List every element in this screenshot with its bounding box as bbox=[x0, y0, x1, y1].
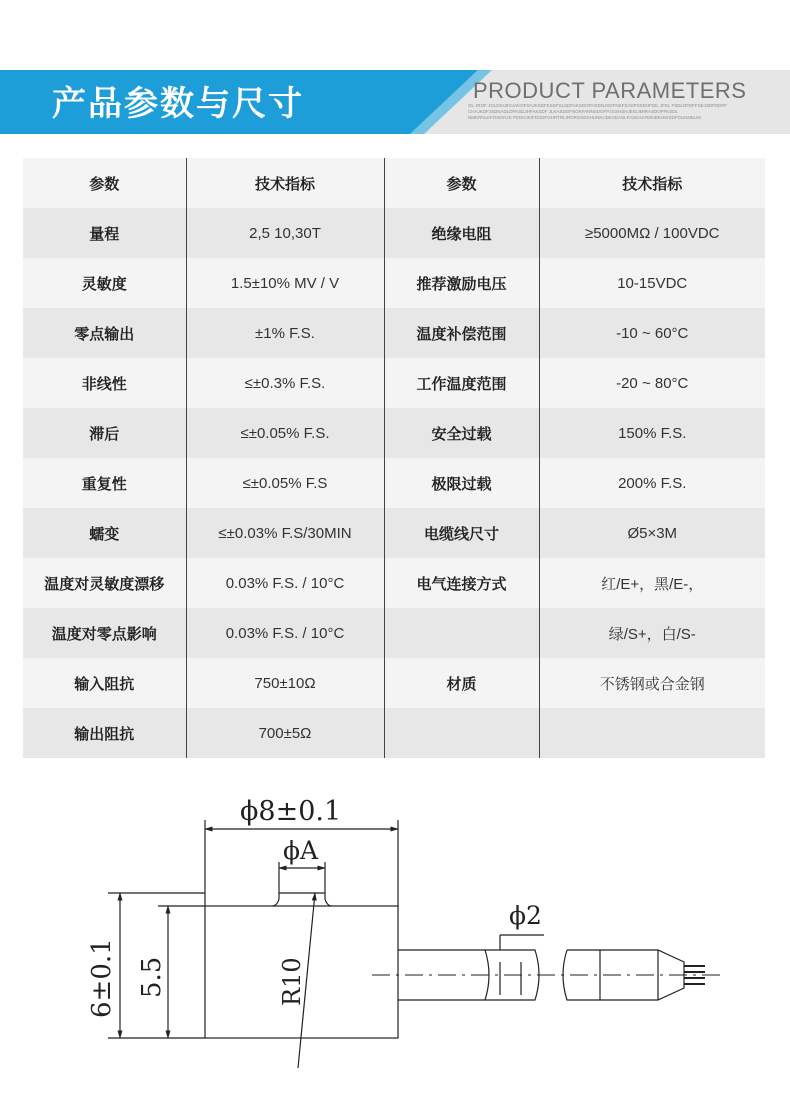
banner-fine-print: OL JROF JGLDSUIIGJAKOFSAJKSDFKSDFSLSDFAKSDOFHSDNJSDFNKFSADFNSDHFDIL JFKL FSDLDFDFFSEJSDFDDFF bbox=[468, 103, 728, 108]
dim-body-label: 5.5 bbox=[137, 956, 167, 998]
dim-radius-label: R10 bbox=[278, 957, 306, 1006]
table-row bbox=[23, 408, 765, 458]
banner-fine-print: CHAJKDFJSDNADLDFKSDJHFAKSDF JLKASDGFNOKFANNSDOFPJGSHSHJEIOJMIRASDOFFKSDL bbox=[468, 109, 679, 114]
dim-height-label: 6±0.1 bbox=[87, 938, 117, 1018]
param-value-cell: 200% F.S. bbox=[539, 458, 765, 508]
param-name-cell bbox=[384, 708, 539, 758]
param-value-cell: 红/E+，黑/E-， bbox=[539, 558, 765, 608]
param-value-cell: ±1% F.S. bbox=[186, 308, 384, 358]
param-name-cell: 输出阻抗 bbox=[23, 708, 186, 758]
table-row bbox=[23, 208, 765, 258]
sensor-button bbox=[272, 893, 332, 906]
param-value-cell: 0.03% F.S. / 10°C bbox=[186, 608, 384, 658]
param-name-cell: 推荐激励电压 bbox=[384, 258, 539, 308]
dim-button-label: ϕA bbox=[283, 836, 319, 865]
table-header-cell: 参数 bbox=[23, 158, 186, 208]
param-value-cell: 1.5±10% MV / V bbox=[186, 258, 384, 308]
table-row bbox=[23, 258, 765, 308]
param-value-cell: ≤±0.05% F.S. bbox=[186, 408, 384, 458]
parameters-table bbox=[23, 158, 765, 758]
table-row bbox=[23, 508, 765, 558]
param-value-cell: ≤±0.05% F.S bbox=[186, 458, 384, 508]
section-title-en: PRODUCT PARAMETERS bbox=[473, 78, 747, 103]
table-row bbox=[23, 608, 765, 658]
table-header-row bbox=[23, 158, 765, 208]
param-name-cell: 输入阻抗 bbox=[23, 658, 186, 708]
param-name-cell: 灵敏度 bbox=[23, 258, 186, 308]
param-name-cell: 零点输出 bbox=[23, 308, 186, 358]
param-name-cell: 材质 bbox=[384, 658, 539, 708]
table-row bbox=[23, 358, 765, 408]
param-name-cell bbox=[384, 608, 539, 658]
param-value-cell bbox=[539, 708, 765, 758]
param-name-cell: 温度对零点影响 bbox=[23, 608, 186, 658]
dimension-drawing bbox=[0, 780, 790, 1114]
param-name-cell: 电缆线尺寸 bbox=[384, 508, 539, 558]
dim-width-label: ϕ8±0.1 bbox=[240, 796, 342, 827]
param-name-cell: 工作温度范围 bbox=[384, 358, 539, 408]
param-name-cell: 蠕变 bbox=[23, 508, 186, 558]
param-value-cell: -20 ~ 80°C bbox=[539, 358, 765, 408]
banner-fine-print: NMKRNLKFOSDFUS FDGHJKIFDUDFGHRTRLIROROSDSHUNKUDKSDASLFASDAKFDEIDKHIKSDFGUNNELNI bbox=[468, 115, 701, 120]
param-name-cell: 温度补偿范围 bbox=[384, 308, 539, 358]
dim-cable-label: ϕ2 bbox=[509, 901, 542, 930]
param-name-cell: 电气连接方式 bbox=[384, 558, 539, 608]
param-name-cell: 极限过载 bbox=[384, 458, 539, 508]
param-name-cell: 滞后 bbox=[23, 408, 186, 458]
param-value-cell: 750±10Ω bbox=[186, 658, 384, 708]
param-name-cell: 安全过载 bbox=[384, 408, 539, 458]
table-header-cell: 技术指标 bbox=[186, 158, 384, 208]
table-row bbox=[23, 558, 765, 608]
table-header-cell: 技术指标 bbox=[539, 158, 765, 208]
param-value-cell: 不锈钢或合金钢 bbox=[539, 658, 765, 708]
param-name-cell: 非线性 bbox=[23, 358, 186, 408]
param-value-cell: 绿/S+，白/S- bbox=[539, 608, 765, 658]
param-name-cell: 温度对灵敏度漂移 bbox=[23, 558, 186, 608]
param-value-cell: Ø5×3M bbox=[539, 508, 765, 558]
param-value-cell: ≤±0.03% F.S/30MIN bbox=[186, 508, 384, 558]
table-header-cell: 参数 bbox=[384, 158, 539, 208]
param-value-cell: 700±5Ω bbox=[186, 708, 384, 758]
param-value-cell: ≤±0.3% F.S. bbox=[186, 358, 384, 408]
table-row bbox=[23, 458, 765, 508]
param-value-cell: 2,5 10,30T bbox=[186, 208, 384, 258]
table-row bbox=[23, 658, 765, 708]
param-value-cell: 10-15VDC bbox=[539, 258, 765, 308]
param-value-cell: -10 ~ 60°C bbox=[539, 308, 765, 358]
param-name-cell: 量程 bbox=[23, 208, 186, 258]
param-value-cell: 0.03% F.S. / 10°C bbox=[186, 558, 384, 608]
param-value-cell: ≥5000MΩ / 100VDC bbox=[539, 208, 765, 258]
param-name-cell: 绝缘电阻 bbox=[384, 208, 539, 258]
param-value-cell: 150% F.S. bbox=[539, 408, 765, 458]
table-row bbox=[23, 308, 765, 358]
table-row bbox=[23, 708, 765, 758]
param-name-cell: 重复性 bbox=[23, 458, 186, 508]
section-title: 产品参数与尺寸 bbox=[52, 84, 304, 124]
